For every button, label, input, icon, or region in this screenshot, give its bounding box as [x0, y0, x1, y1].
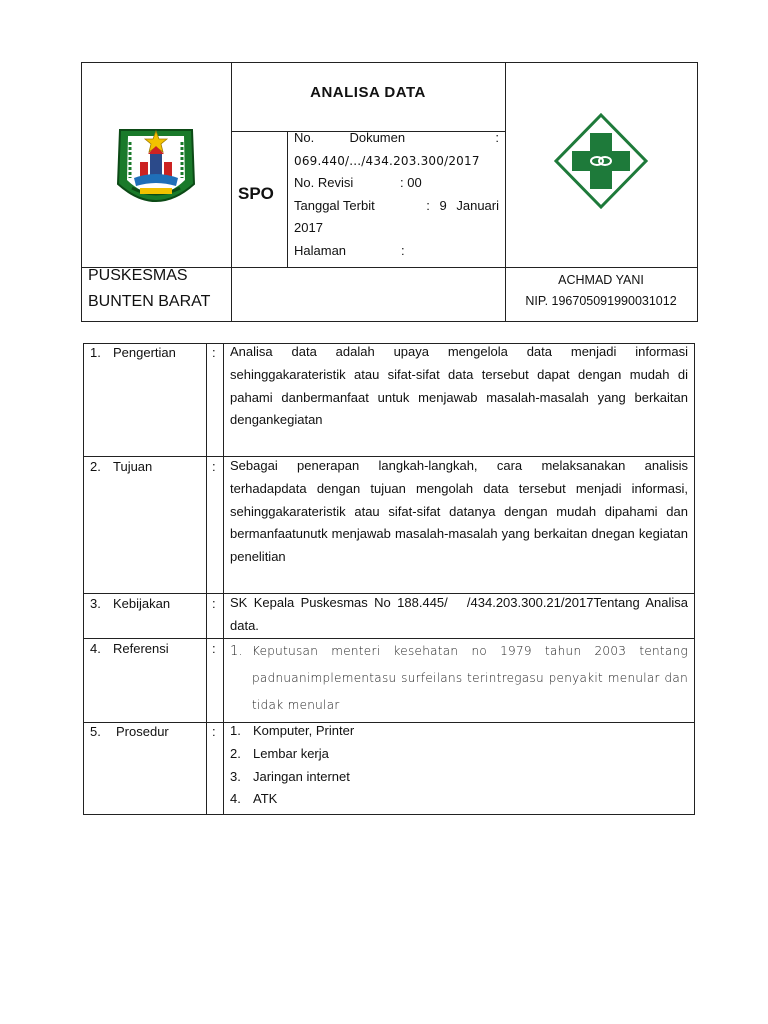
doc-number-colon: : — [495, 130, 499, 145]
signer-block — [505, 270, 697, 312]
section-label — [90, 641, 169, 656]
section-number: 1. — [90, 345, 101, 360]
section-number: 4. — [90, 641, 101, 656]
reference-item: Keputusan menteri kesehatan no 1979 tahun 2003 tentang padnuanimplementasu surfeilans terintregasu penyakit menular dan tidak menular — [252, 644, 688, 712]
section-colon: : — [212, 596, 216, 611]
reference-list: 1. Keputusan menteri kesehatan no 1979 tahun 2003 tentang padnuanimplementasu surfeilans terintregasu penyakit menular dan tidak menular — [230, 638, 688, 719]
section-label — [90, 345, 176, 360]
issue-year: 2017 — [294, 220, 323, 235]
section-title: Kebijakan — [113, 596, 171, 611]
section-title: Prosedur — [116, 724, 169, 739]
section-title: Pengertian — [113, 345, 176, 360]
revision-value: : 00 — [400, 175, 422, 190]
page-row — [294, 240, 499, 263]
revision-label: No. Revisi — [294, 175, 354, 190]
section-colon: : — [212, 724, 216, 739]
organisation-name — [88, 263, 210, 315]
document-title: ANALISA DATA — [310, 84, 426, 101]
organisation-line-1: PUSKESMAS — [88, 267, 188, 284]
section-colon: : — [212, 641, 216, 656]
spo-label: SPO — [238, 184, 274, 203]
section-text: Analisa data adalah upaya mengelola data menjadi informasi sehinggakarateristik atau sifat-sifat data tersebut dapat dengan mudah di pahami danbermanfaat untuk menjawab masalah-masalah yang berkaitan dengankegiatan — [230, 344, 688, 428]
doc-number-value: 069.440/.../434.203.300/2017 — [294, 153, 480, 168]
page-value: : — [401, 242, 405, 258]
regency-emblem-logo — [110, 122, 202, 214]
section-number: 5. — [90, 724, 101, 739]
signer-nip: NIP. 196705091990031012 — [525, 294, 677, 308]
section-colon: : — [212, 345, 216, 360]
organisation-line-2: BUNTEN BARAT — [88, 293, 211, 310]
section-number: 2. — [90, 459, 101, 474]
issue-date-label: Tanggal Terbit — [294, 197, 375, 213]
section-number: 3. — [90, 596, 101, 611]
section-label — [90, 459, 152, 474]
page-label: Halaman — [294, 242, 347, 258]
issue-date-row — [294, 195, 499, 218]
document-meta — [294, 127, 499, 262]
issue-date-value: : 9 Januari — [426, 197, 499, 213]
section-colon: : — [212, 459, 216, 474]
section-text: Sebagai penerapan langkah-langkah, cara melaksanakan analisis terhadapdata dengan tujuan mengolah data tersebut menjadi informasi, sehinggakarateristik atau sifat-sifat datanya dengan mudah dipahami dan bermanfaatunutk menjawab masalah-masalah yang berkaitan dnegan kegiatan penelitian — [230, 458, 688, 565]
procedure-list — [230, 720, 688, 811]
list-item: 1. Komputer, Printer — [230, 723, 355, 738]
doc-number-row — [294, 127, 499, 150]
list-item: 3. Jaringan internet — [230, 768, 350, 784]
puskesmas-cross-logo — [554, 113, 648, 209]
revision-row — [294, 172, 499, 195]
section-title: Referensi — [113, 641, 169, 656]
doc-number-label: No. Dokumen — [294, 130, 406, 145]
section-label — [90, 724, 169, 739]
list-item: 2. Lembar kerja — [230, 745, 329, 761]
section-title: Tujuan — [113, 459, 153, 474]
section-label — [90, 596, 170, 611]
signer-name: ACHMAD YANI — [558, 273, 644, 287]
list-item: 4. ATK — [230, 791, 278, 807]
section-text: SK Kepala Puskesmas No 188.445/ /434.203.300.21/2017Tentang Analisa data. — [230, 595, 692, 633]
